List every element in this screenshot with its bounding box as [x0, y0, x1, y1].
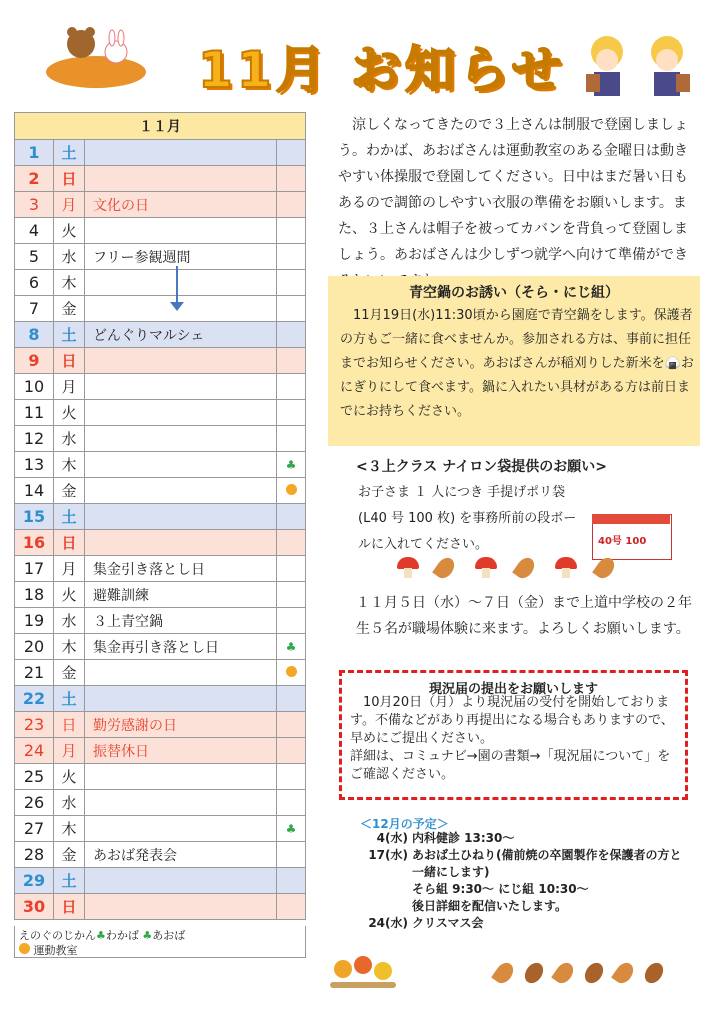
page-title: 11月 お知らせ — [198, 41, 566, 99]
event-text — [85, 790, 277, 816]
calendar-row — [15, 478, 306, 504]
onigiri-icon: 🍙 — [664, 356, 681, 371]
schedule-item — [360, 915, 690, 932]
mark-cell — [277, 868, 306, 894]
mark-cell — [277, 244, 306, 270]
mark-cell — [277, 582, 306, 608]
day-number: 5 — [15, 244, 54, 270]
leaf-icon — [432, 554, 458, 581]
nylon-bag-body: お子さま １ 人につき 手提げポリ袋(L40 号 100 枚) を事務所前の段ボールに入れてください。 — [358, 485, 577, 552]
event-text — [85, 764, 277, 790]
calendar-row — [15, 738, 306, 764]
event-text: 集金引き落とし日 — [85, 556, 277, 582]
leaf-icon — [491, 959, 517, 986]
event-text: 勤労感謝の日 — [85, 712, 277, 738]
clover-icon: ♣ — [142, 929, 153, 942]
day-number: 16 — [15, 530, 54, 556]
weekday: 日 — [54, 712, 85, 738]
event-text — [85, 660, 277, 686]
weekday: 月 — [54, 374, 85, 400]
clover-icon: ♣ — [285, 457, 297, 472]
event-text — [85, 166, 277, 192]
day-number: 8 — [15, 322, 54, 348]
weekday: 火 — [54, 218, 85, 244]
event-text: ３上青空鍋 — [85, 608, 277, 634]
mark-cell — [277, 556, 306, 582]
day-number: 3 — [15, 192, 54, 218]
event-text — [85, 504, 277, 530]
day-number: 28 — [15, 842, 54, 868]
weekday: 土 — [54, 868, 85, 894]
weekday: 土 — [54, 504, 85, 530]
mark-cell — [277, 608, 306, 634]
mark-cell — [277, 738, 306, 764]
day-number: 12 — [15, 426, 54, 452]
weekday: 金 — [54, 842, 85, 868]
aozora-body-part1: 11月19日(水)11:30頃から園庭で青空鍋をします。保護者の方もご一緒に食べませんか。参加される方は、事前に担任までお知らせください。あおばさんが稲刈りした新米を — [340, 308, 693, 371]
calendar-row — [15, 582, 306, 608]
ground — [330, 982, 396, 988]
schedule-date: 24(水) — [368, 916, 408, 930]
leaf-icon — [592, 554, 618, 581]
calendar-legend — [14, 926, 306, 958]
acorn-icon — [521, 959, 547, 986]
mark-cell — [277, 218, 306, 244]
calendar-header: １１月 — [15, 113, 306, 140]
weekday: 火 — [54, 582, 85, 608]
event-text: 避難訓練 — [85, 582, 277, 608]
weekday: 木 — [54, 270, 85, 296]
schedule-item — [360, 898, 690, 915]
weekday: 日 — [54, 530, 85, 556]
weekday: 月 — [54, 192, 85, 218]
weekday: 水 — [54, 790, 85, 816]
calendar-row — [15, 192, 306, 218]
weekday: 木 — [54, 816, 85, 842]
mark-cell — [277, 816, 306, 842]
legend-wakaba: わかば — [105, 929, 139, 942]
event-text — [85, 894, 277, 920]
mark-cell — [277, 166, 306, 192]
schedule-text: 内科健診 13:30～ — [412, 831, 515, 845]
calendar-row — [15, 504, 306, 530]
schedule-text: クリスマス会 — [412, 916, 484, 930]
weekday: 金 — [54, 660, 85, 686]
mark-cell — [277, 530, 306, 556]
work-experience-note: １１月５日（水）～７日（金）まで上道中学校の２年生５名が職場体験に来ます。よろしくお願いします。 — [356, 595, 692, 637]
mark-cell — [277, 270, 306, 296]
genkyo-body-text: 10月20日（月）より現況届の受付を開始しております。不備などがあり再提出になる場合もありますので、早めにご提出ください。 — [350, 695, 674, 746]
weekday: 土 — [54, 686, 85, 712]
genkyo-title: 現況届の提出をお願いします — [428, 682, 598, 697]
mark-cell — [277, 660, 306, 686]
calendar-row — [15, 530, 306, 556]
mark-cell — [277, 790, 306, 816]
calendar-row — [15, 712, 306, 738]
mark-cell — [277, 842, 306, 868]
schedule-date — [360, 881, 412, 898]
leaf-icon — [512, 554, 538, 581]
calendar-row — [15, 764, 306, 790]
calendar-row — [15, 816, 306, 842]
calendar-row — [15, 608, 306, 634]
event-text: 集金再引き落とし日 — [85, 634, 277, 660]
event-text — [85, 374, 277, 400]
mushroom-stem — [404, 568, 412, 578]
event-text: 文化の日 — [85, 192, 277, 218]
day-number: 17 — [15, 556, 54, 582]
calendar-row — [15, 426, 306, 452]
day-number: 11 — [15, 400, 54, 426]
smile-icon — [286, 484, 297, 495]
day-number: 2 — [15, 166, 54, 192]
calendar-row — [15, 868, 306, 894]
mark-cell — [277, 452, 306, 478]
mushroom-leaf-decoration — [395, 555, 625, 581]
autumn-animals-illustration — [36, 14, 156, 94]
weekday: 木 — [54, 634, 85, 660]
mark-cell — [277, 192, 306, 218]
event-text: どんぐりマルシェ — [85, 322, 277, 348]
leaf-icon — [551, 959, 577, 986]
mark-cell — [277, 348, 306, 374]
day-number: 10 — [15, 374, 54, 400]
weekday: 土 — [54, 140, 85, 166]
weekday: 木 — [54, 452, 85, 478]
autumn-trees-decoration — [330, 956, 400, 996]
calendar-row — [15, 244, 306, 270]
calendar-row — [15, 556, 306, 582]
mark-cell — [277, 504, 306, 530]
december-schedule-title: ＜12月の予定＞ — [360, 817, 449, 831]
day-number: 29 — [15, 868, 54, 894]
genkyo-body — [350, 694, 680, 784]
mark-cell — [277, 686, 306, 712]
schedule-text: そら組 9:30～ にじ組 10:30～ — [412, 882, 589, 896]
day-number: 27 — [15, 816, 54, 842]
smile-icon — [19, 943, 30, 954]
mark-cell — [277, 764, 306, 790]
event-text: フリー参観週間 — [85, 244, 277, 270]
event-text — [85, 452, 277, 478]
calendar-row — [15, 296, 306, 322]
schedule-date: 17(水) — [368, 848, 408, 862]
weekday: 火 — [54, 764, 85, 790]
schedule-text: 後日詳細を配信いたします。 — [412, 899, 568, 913]
acorn-icon — [581, 959, 607, 986]
legend-enogu: えのぐのじかん — [19, 929, 96, 942]
weekday: 日 — [54, 166, 85, 192]
clover-icon: ♣ — [96, 929, 106, 942]
calendar-row — [15, 270, 306, 296]
calendar-row — [15, 894, 306, 920]
day-number: 13 — [15, 452, 54, 478]
day-number: 22 — [15, 686, 54, 712]
arrow-down-icon — [170, 302, 184, 311]
day-number: 19 — [15, 608, 54, 634]
mushroom-stem — [482, 568, 490, 578]
clover-icon: ♣ — [285, 821, 297, 836]
calendar-row — [15, 634, 306, 660]
day-number: 24 — [15, 738, 54, 764]
period-arrow-line — [176, 266, 178, 306]
acorn-icon — [641, 959, 667, 986]
calendar-row — [15, 322, 306, 348]
event-text — [85, 868, 277, 894]
calendar-row — [15, 452, 306, 478]
day-number: 6 — [15, 270, 54, 296]
bag-package-label: 40号 100 — [598, 536, 647, 547]
mark-cell — [277, 400, 306, 426]
event-text — [85, 218, 277, 244]
day-number: 7 — [15, 296, 54, 322]
calendar-row — [15, 218, 306, 244]
weekday: 月 — [54, 556, 85, 582]
december-schedule — [360, 830, 690, 932]
calendar-row — [15, 660, 306, 686]
acorn-leaf-decoration — [496, 962, 666, 984]
tree-icon — [334, 960, 352, 978]
calendar-row — [15, 166, 306, 192]
mushroom-stem — [562, 568, 570, 578]
schedule-date: 4(水) — [376, 831, 408, 845]
event-text — [85, 426, 277, 452]
weekday: 水 — [54, 426, 85, 452]
november-calendar — [14, 112, 306, 920]
day-number: 9 — [15, 348, 54, 374]
event-text — [85, 270, 277, 296]
day-number: 1 — [15, 140, 54, 166]
legend-aoba: あおば — [152, 929, 186, 942]
schedule-item — [360, 847, 690, 881]
calendar-row — [15, 348, 306, 374]
event-text — [85, 478, 277, 504]
leaf-icon — [611, 959, 637, 986]
event-text — [85, 816, 277, 842]
day-number: 23 — [15, 712, 54, 738]
nylon-bag-title: <３上クラス ナイロン袋提供のお願い> — [356, 459, 607, 475]
weekday: 金 — [54, 296, 85, 322]
calendar-row — [15, 374, 306, 400]
day-number: 21 — [15, 660, 54, 686]
calendar-row — [15, 686, 306, 712]
smile-icon — [286, 666, 297, 677]
day-number: 20 — [15, 634, 54, 660]
mark-cell — [277, 322, 306, 348]
legend-undo: 運動教室 — [33, 944, 78, 957]
weekday: 月 — [54, 738, 85, 764]
calendar-row — [15, 842, 306, 868]
day-number: 26 — [15, 790, 54, 816]
genkyo-body-text2: 詳細は、コミュナビ→園の書類→「現況届について」をご確認ください。 — [350, 749, 671, 782]
weekday: 金 — [54, 478, 85, 504]
tree-icon — [354, 956, 372, 974]
day-number: 15 — [15, 504, 54, 530]
schedule-item — [360, 830, 690, 847]
mark-cell — [277, 426, 306, 452]
mark-cell — [277, 478, 306, 504]
calendar-row — [15, 140, 306, 166]
intro-paragraph: 涼しくなってきたので３上さんは制服で登園しましょう。わかば、あおばさんは運動教室のある金曜日は動きやすい体操服で登園してください。日中はまだ暑い日もあるので調節のしやすい衣服の準備をお願いします。また、３上さんは帽子を被ってカバンを背負って登園しましょう。あおばさんは少しずつ就学へ向けて準備ができ — [338, 117, 688, 263]
tree-icon — [374, 962, 392, 980]
mark-cell — [277, 712, 306, 738]
weekday: 日 — [54, 348, 85, 374]
event-text: 振替休日 — [85, 738, 277, 764]
schedule-date — [360, 898, 412, 915]
schedule-item — [360, 881, 690, 898]
aozora-nabe-body — [340, 304, 694, 424]
event-text — [85, 140, 277, 166]
aozora-body-part2: おにぎりにして食べます。鍋に入れたい具材がある方は前日までにお持ちください。 — [340, 356, 694, 419]
aozora-nabe-title: 青空鍋のお誘い（そら・にじ組） — [409, 285, 619, 301]
day-number: 14 — [15, 478, 54, 504]
weekday: 火 — [54, 400, 85, 426]
event-text — [85, 686, 277, 712]
mark-cell — [277, 634, 306, 660]
day-number: 4 — [15, 218, 54, 244]
event-text — [85, 530, 277, 556]
event-text — [85, 400, 277, 426]
weekday: 水 — [54, 244, 85, 270]
weekday: 土 — [54, 322, 85, 348]
schedule-text: あおば土ひねり(備前焼の卒園製作を保護者の方と一緒にします) — [412, 848, 682, 879]
mark-cell — [277, 374, 306, 400]
mark-cell — [277, 140, 306, 166]
event-text — [85, 348, 277, 374]
weekday: 水 — [54, 608, 85, 634]
calendar-row — [15, 400, 306, 426]
bag-package-stripe — [592, 514, 670, 524]
calendar-row — [15, 790, 306, 816]
day-number: 18 — [15, 582, 54, 608]
day-number: 25 — [15, 764, 54, 790]
mark-cell — [277, 296, 306, 322]
mark-cell — [277, 894, 306, 920]
day-number: 30 — [15, 894, 54, 920]
weekday: 日 — [54, 894, 85, 920]
event-text: あおば発表会 — [85, 842, 277, 868]
clover-icon: ♣ — [285, 639, 297, 654]
children-illustration — [572, 30, 702, 108]
